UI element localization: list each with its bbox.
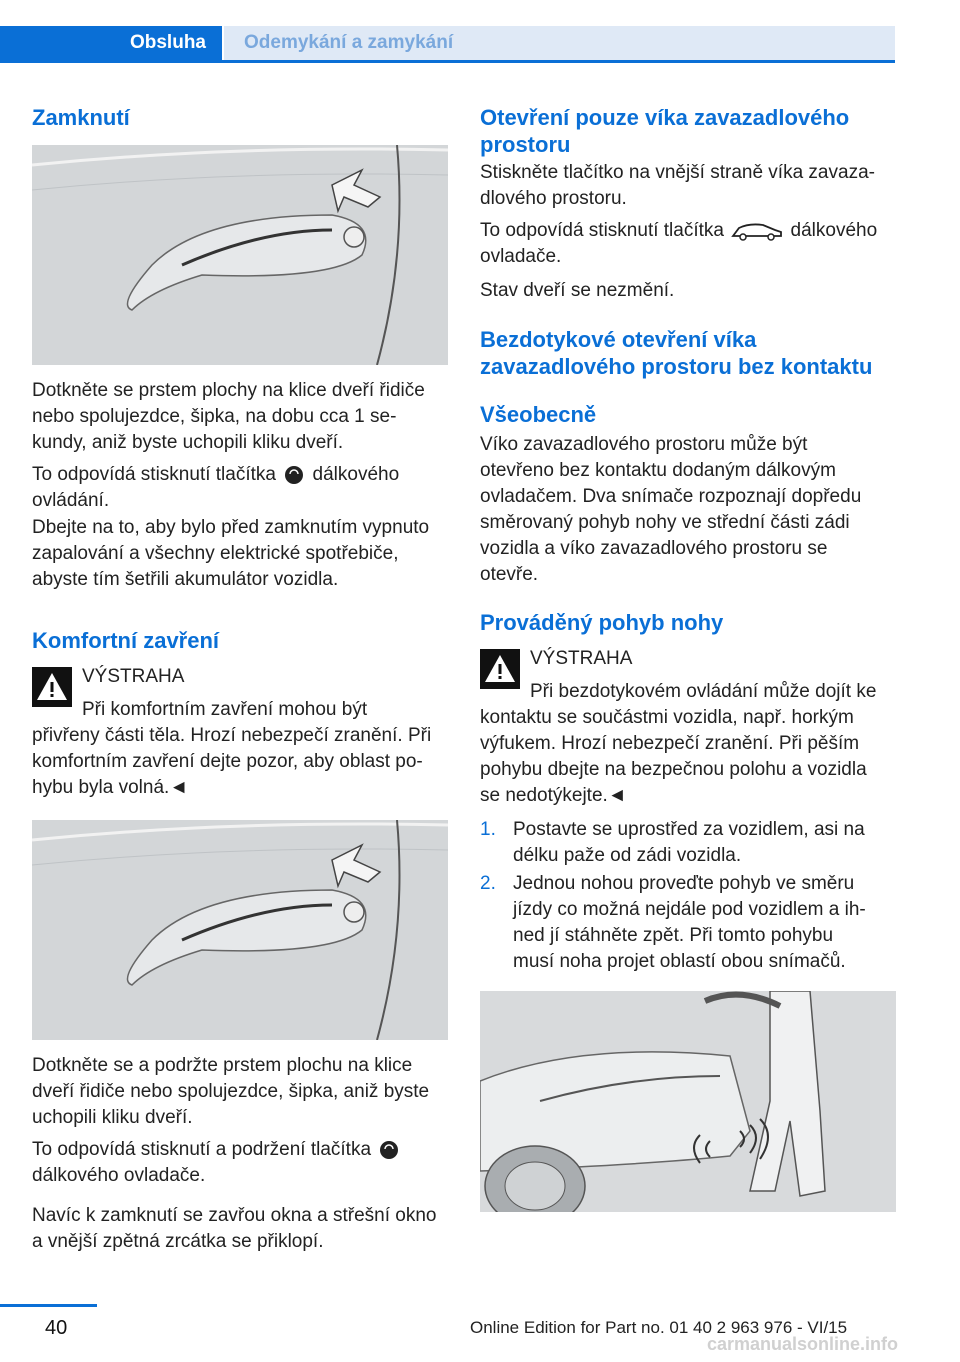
watermark: carmanualsonline.info bbox=[706, 1334, 898, 1354]
text-line: Dotkněte se a podržte prstem plochu na klice bbox=[32, 1055, 413, 1076]
door-handle-illustration-1 bbox=[32, 145, 448, 365]
lock-button-icon bbox=[376, 1139, 402, 1161]
paragraph-otevreni-2 bbox=[480, 218, 900, 270]
lock-button-icon bbox=[281, 464, 307, 486]
text-line: abyste tím šetřili akumulátor vozidla. bbox=[32, 569, 339, 590]
text-line: dálkového ovladače. bbox=[32, 1165, 206, 1186]
heading-line: Otevření pouze víka zavazadlového bbox=[480, 105, 850, 130]
text-line: jízdy co možná nejdále pod vozidlem a ih‐ bbox=[513, 899, 866, 920]
paragraph-komfort-1 bbox=[32, 1053, 452, 1131]
heading-line: Bezdotykové otevření víka bbox=[480, 327, 757, 352]
text-line: se nedotýkejte.◄ bbox=[480, 785, 627, 806]
paragraph-otevreni-3: Stav dveří se nezmění. bbox=[480, 280, 675, 301]
heading-otevreni-viko bbox=[480, 104, 896, 158]
text-line: kontaktu se součástmi vozidla, např. horkým bbox=[480, 707, 854, 728]
tab-odemykani[interactable] bbox=[224, 26, 895, 60]
text-line: Stiskněte tlačítko na vnější straně víka zavaza‐ bbox=[480, 162, 875, 183]
edition-text: Online Edition for Part no. 01 40 2 963 976 - VI/15 bbox=[470, 1318, 848, 1337]
heading-komfortni-zavreni: Komfortní zavření bbox=[32, 628, 220, 653]
warning-title-left: VÝSTRAHA bbox=[82, 666, 185, 687]
text-line: přivřeny části těla. Hrozí nebezpečí zranění. Při bbox=[32, 725, 432, 746]
text-line: nebo spolujezdce, šipka, na dobu cca 1 se‐ bbox=[32, 406, 397, 427]
list-item bbox=[480, 871, 900, 981]
text-fragment: dálkového bbox=[312, 464, 400, 485]
paragraph-komfort-3 bbox=[32, 1203, 452, 1255]
heading-line: zavazadlového prostoru bez kontaktu bbox=[480, 354, 873, 379]
heading-provadeny-pohyb: Prováděný pohyb nohy bbox=[480, 610, 724, 635]
text-line: ovládání. bbox=[32, 490, 110, 511]
text-line: Dbejte na to, aby bylo před zamknutím vypnuto bbox=[32, 517, 430, 538]
paragraph-zamknuti-3 bbox=[32, 515, 452, 593]
list-number: 2. bbox=[480, 873, 496, 894]
header-tabs bbox=[0, 26, 895, 63]
text-fragment: To odpovídá stisknutí a podržení tlačítka bbox=[32, 1139, 372, 1160]
text-line: hybu byla volná.◄ bbox=[32, 777, 189, 798]
steps-list bbox=[480, 817, 900, 981]
heading-vseobecne: Všeobecně bbox=[480, 402, 597, 427]
text-line: a vnější zpětná zrcátka se přiklopí. bbox=[32, 1231, 324, 1252]
text-line: Jednou nohou proveďte pohyb ve směru bbox=[513, 873, 855, 894]
text-line: ovladače. bbox=[480, 246, 562, 267]
text-line: Při bezdotykovém ovládání může dojít ke bbox=[530, 681, 877, 702]
text-line: otevře. bbox=[480, 564, 539, 585]
text-line: ned jí stáhněte zpět. Při tomto pohybu bbox=[513, 925, 834, 946]
tab-obsluha-label: Obsluha bbox=[129, 32, 206, 53]
text-line: výfukem. Hrozí nebezpečí zranění. Při pěším bbox=[480, 733, 860, 754]
text-line: Postavte se uprostřed za vozidlem, asi na bbox=[513, 819, 865, 840]
text-fragment: To odpovídá stisknutí tlačítka bbox=[32, 464, 276, 485]
text-line: pohybu dbejte na bezpečnou polohu a vozidla bbox=[480, 759, 867, 780]
paragraph-otevreni-1 bbox=[480, 160, 900, 212]
warning-title-right: VÝSTRAHA bbox=[530, 648, 633, 669]
text-line: směrovaný pohyb nohy ve střední části zádi bbox=[480, 512, 850, 533]
heading-line: prostoru bbox=[480, 132, 571, 157]
heading-zamknuti: Zamknutí bbox=[32, 105, 130, 130]
trunk-foot-gesture-illustration bbox=[480, 991, 896, 1212]
text-line: Dotkněte se prstem plochy na klice dveří řidiče bbox=[32, 380, 425, 401]
text-line: musí noha projet oblastí obou snímačů. bbox=[513, 951, 846, 972]
paragraph-zamknuti-2 bbox=[32, 462, 448, 514]
text-line: ovladačem. Dva snímače rozpoznají dopředu bbox=[480, 486, 862, 507]
door-handle-illustration-2 bbox=[32, 820, 448, 1040]
warning-text-left bbox=[32, 697, 452, 801]
text-line: vozidla a víko zavazadlového prostoru se bbox=[480, 538, 828, 559]
text-line: Navíc k zamknutí se zavřou okna a střešní okno bbox=[32, 1205, 437, 1226]
heading-bezdotykove bbox=[480, 326, 896, 380]
text-fragment: To odpovídá stisknutí tlačítka bbox=[480, 220, 724, 241]
text-line: komfortním zavření dejte pozor, aby oblast po‐ bbox=[32, 751, 423, 772]
list-item bbox=[480, 817, 900, 871]
car-trunk-button-icon bbox=[729, 220, 785, 242]
text-line: Víko zavazadlového prostoru může být bbox=[480, 434, 808, 455]
text-fragment: dálkového bbox=[790, 220, 878, 241]
tab-odemykani-label: Odemykání a zamykání bbox=[244, 32, 454, 53]
text-line: zapalování a všechny elektrické spotřebiče, bbox=[32, 543, 399, 564]
warning-text-right bbox=[480, 679, 900, 809]
text-line: délku paže od zádi vozidla. bbox=[513, 845, 742, 866]
paragraph-zamknuti-1 bbox=[32, 378, 448, 456]
paragraph-vseobecne bbox=[480, 432, 900, 588]
text-line: Při komfortním zavření mohou být bbox=[82, 699, 368, 720]
text-line: dveří řidiče nebo spolujezdce, šipka, aniž byste bbox=[32, 1081, 430, 1102]
page-number: 40 bbox=[45, 1317, 68, 1339]
paragraph-komfort-2 bbox=[32, 1137, 452, 1189]
text-line: otevřeno bez kontaktu dodaným dálkovým bbox=[480, 460, 836, 481]
text-line: dlového prostoru. bbox=[480, 188, 627, 209]
footer-rule bbox=[0, 1304, 97, 1307]
tab-obsluha[interactable] bbox=[0, 26, 222, 60]
text-line: kundy, aniž byste uchopili kliku dveří. bbox=[32, 432, 344, 453]
list-number: 1. bbox=[480, 819, 496, 840]
text-line: uchopili kliku dveří. bbox=[32, 1107, 193, 1128]
